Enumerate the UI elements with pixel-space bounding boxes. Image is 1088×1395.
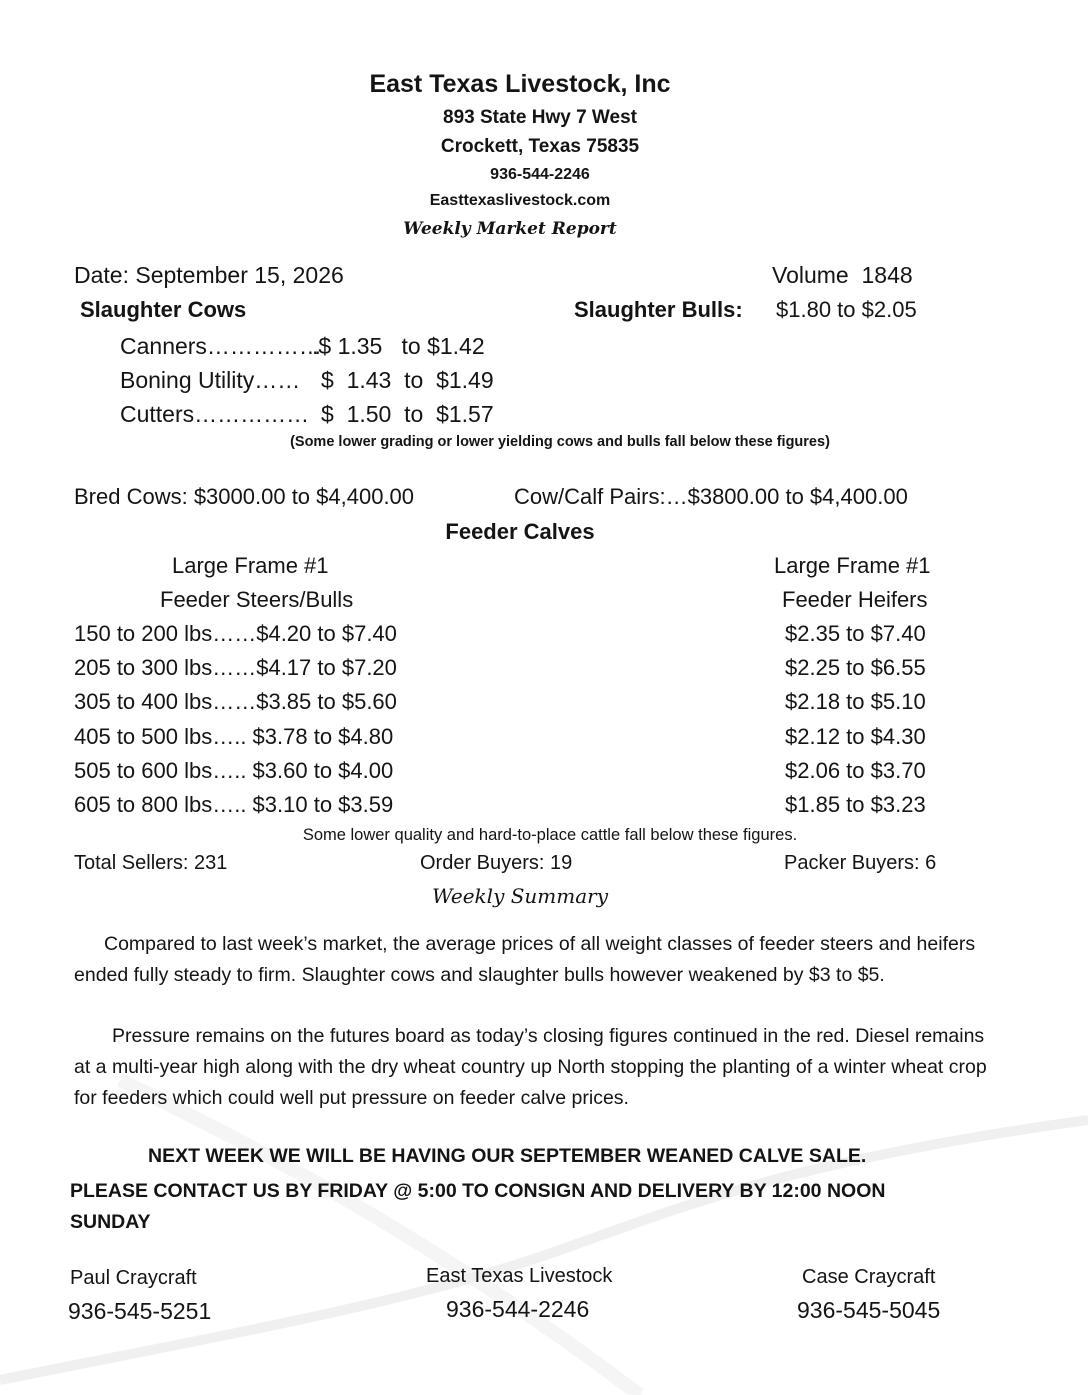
packer-buyers: Packer Buyers: 6 (784, 852, 937, 874)
feeder-steers-title: Feeder Steers/Bulls (160, 587, 354, 612)
header-phone: 936-544-2246 (490, 166, 590, 183)
canners-label: Canners…………… (120, 333, 322, 359)
steers-frame-label: Large Frame #1 (172, 553, 329, 578)
address-line-1: 893 State Hwy 7 West (443, 107, 637, 128)
feeder-calves-heading: Feeder Calves (445, 519, 595, 544)
heifers-row-605-800: $1.85 to $3.23 (785, 792, 926, 817)
cutters-price: $ 1.50 to $1.57 (321, 401, 494, 427)
bred-cows: Bred Cows: $3000.00 to $4,400.00 (74, 484, 415, 509)
slaughter-note: (Some lower grading or lower yielding cows and bulls fall below these figures) (290, 434, 830, 450)
boning-utility-price: $ 1.43 to $1.49 (321, 367, 494, 393)
feeder-heifers-title: Feeder Heifers (782, 587, 928, 612)
heifers-row-305-400: $2.18 to $5.10 (785, 689, 926, 714)
steers-row-505-600: 505 to 600 lbs….. $3.60 to $4.00 (74, 758, 394, 783)
boning-utility-label: Boning Utility…… (120, 367, 301, 393)
heifers-frame-label: Large Frame #1 (774, 553, 931, 578)
heifers-row-150-200: $2.35 to $7.40 (785, 621, 926, 646)
summary-paragraph-1: Compared to last week’s market, the average prices of all weight classes of feeder steers and heifers ended fully steady to firm. Slaughter cows and slaughter bulls however weakened by $3 to $5. (74, 933, 976, 986)
cutters-label: Cutters…………… (120, 401, 310, 427)
summary-paragraph-2: Pressure remains on the futures board as today’s closing figures continued in the red. Diesel remains at a multi-year high along with the dry wheat country up North stopping the planting of a winter wheat crop for feeders which could well put pressure on feeder calve prices. (74, 1025, 987, 1109)
cow-calf-pairs: Cow/Calf Pairs:…$3800.00 to $4,400.00 (514, 484, 908, 509)
total-sellers: Total Sellers: 231 (74, 852, 228, 874)
contact-name-paul: Paul Craycraft (70, 1267, 197, 1289)
report-title: Weekly Market Report (403, 219, 617, 239)
report-date: Date: September 15, 2026 (74, 262, 344, 288)
steers-row-405-500: 405 to 500 lbs….. $3.78 to $4.80 (74, 724, 394, 749)
contact-phone-etl: 936-544-2246 (446, 1296, 590, 1322)
canners-price: .$ 1.35 to $1.42 (312, 333, 485, 359)
slaughter-bulls-price: $1.80 to $2.05 (776, 297, 917, 322)
slaughter-bulls-label: Slaughter Bulls: (574, 297, 743, 322)
heifers-row-405-500: $2.12 to $4.30 (785, 724, 926, 749)
heifers-row-505-600: $2.06 to $3.70 (785, 758, 926, 783)
company-name: East Texas Livestock, Inc (369, 70, 671, 98)
header-website: Easttexaslivestock.com (429, 192, 611, 209)
steers-row-150-200: 150 to 200 lbs……$4.20 to $7.40 (74, 621, 397, 646)
order-buyers: Order Buyers: 19 (420, 852, 573, 874)
steers-row-305-400: 305 to 400 lbs……$3.85 to $5.60 (74, 689, 397, 714)
announcement-line-1: NEXT WEEK WE WILL BE HAVING OUR SEPTEMBER WEANED CALVE SALE. (148, 1145, 867, 1167)
announcement-line-2: PLEASE CONTACT US BY FRIDAY @ 5:00 TO CONSIGN AND DELIVERY BY 12:00 NOON SUNDAY (70, 1180, 886, 1233)
contact-name-etl: East Texas Livestock (426, 1265, 613, 1287)
slaughter-cows-heading: Slaughter Cows (80, 297, 247, 322)
steers-row-605-800: 605 to 800 lbs….. $3.10 to $3.59 (74, 792, 394, 817)
report-volume: Volume 1848 (772, 262, 913, 288)
contact-phone-case: 936-545-5045 (797, 1297, 941, 1323)
weekly-summary-heading: Weekly Summary (431, 884, 609, 908)
contact-name-case: Case Craycraft (802, 1266, 936, 1288)
contact-phone-paul: 936-545-5251 (68, 1298, 212, 1324)
feeder-note: Some lower quality and hard-to-place cattle fall below these figures. (302, 826, 798, 844)
address-line-2: Crockett, Texas 75835 (440, 136, 640, 157)
heifers-row-205-300: $2.25 to $6.55 (785, 655, 926, 680)
steers-row-205-300: 205 to 300 lbs……$4.17 to $7.20 (74, 655, 397, 680)
